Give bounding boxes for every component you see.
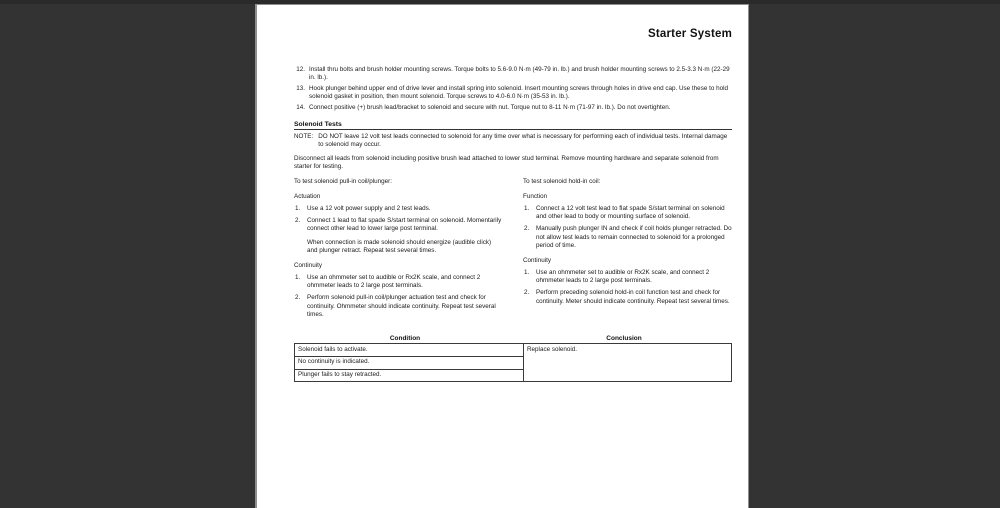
numbered-item — [294, 217, 503, 234]
continuity-step-list — [523, 269, 732, 306]
procedure-step — [294, 66, 732, 83]
note-label: NOTE: — [294, 133, 314, 141]
results-table-section — [294, 335, 732, 383]
actuation-step-list — [294, 205, 503, 256]
numbered-item — [294, 294, 503, 319]
item-marker: 2. — [524, 289, 530, 297]
procedure-step-list — [294, 66, 732, 113]
item-text: Connect a 12 volt test lead to flat spade S/start terminal on solenoid and other lead to body or mounting surface of solenoid. — [536, 204, 725, 221]
numbered-item — [294, 274, 503, 291]
step-number: 13. — [296, 85, 305, 93]
group-title-function: Function — [523, 192, 548, 200]
item-marker: 2. — [295, 216, 301, 224]
column-heading: To test solenoid pull-in coil/plunger: — [294, 178, 393, 186]
item-text: Perform solenoid pull-in coil/plunger actuation test and check for continuity. Ohmmeter should indicate continuity. Repeat test several times. — [307, 294, 496, 319]
item-marker: 1. — [524, 268, 530, 276]
step-text: Install thru bolts and brush holder mounting screws. Torque bolts to 5.6-9.0 N·m (49-79 in. lb.) and brush holder mounting screws to 2.5-3.3 N·m (22-29 in. lb.). — [309, 66, 730, 82]
section-divider — [294, 129, 732, 130]
group-title-continuity: Continuity — [294, 261, 323, 269]
numbered-item — [523, 225, 732, 250]
item-marker: 2. — [295, 294, 301, 302]
item-marker: 1. — [295, 204, 301, 212]
column-hold-in-coil — [523, 178, 732, 325]
procedure-step — [294, 104, 732, 112]
column-pull-in-coil — [294, 178, 503, 325]
column-header-condition: Condition — [389, 334, 421, 342]
item-text: Manually push plunger IN and check if coil holds plunger retracted. Do not allow test leads to remain connected to solenoid for a prolonged period of time. — [536, 225, 732, 250]
column-heading: To test solenoid hold-in coil: — [523, 178, 601, 186]
step-text: Connect positive (+) brush lead/bracket to solenoid and secure with nut. Torque nut to 8-11 N·m (71-97 in. lb.). Do not overtighten. — [309, 104, 671, 112]
function-step-list — [523, 205, 732, 251]
item-marker: 1. — [524, 204, 530, 212]
numbered-item — [523, 289, 732, 306]
step-text: Hook plunger behind upper end of drive lever and install spring into solenoid. Insert mounting screws through holes in drive end cap. Use these to hold solenoid gasket in position, then mount solenoid. Torque screws to 4.0-6.0 N·m (35-53 in. lb.). — [309, 85, 728, 101]
page-title: Starter System — [648, 28, 732, 40]
test-columns — [294, 178, 732, 325]
step-number: 14. — [296, 104, 305, 112]
document-page — [257, 5, 748, 508]
cell-condition: No continuity is indicated. — [295, 356, 524, 369]
note-block — [294, 133, 732, 150]
continuity-step-list — [294, 274, 503, 320]
procedure-step — [294, 85, 732, 102]
cell-condition: Plunger fails to stay retracted. — [295, 369, 524, 382]
step-number: 12. — [296, 66, 305, 73]
section-heading-solenoid-tests: Solenoid Tests — [294, 120, 342, 128]
numbered-item — [523, 205, 732, 222]
cell-condition: Solenoid fails to activate. — [295, 344, 524, 357]
item-marker: 1. — [295, 273, 301, 281]
numbered-item — [523, 269, 732, 286]
item-text: Perform preceding solenoid hold-in coil function test and check for continuity. Meter should indicate continuity. Repeat test several times. — [536, 289, 730, 305]
note-text: DO NOT leave 12 volt test leads connected to solenoid for any time over what is necessary for performing each of individual tests. Internal damage to solenoid may occur. — [318, 133, 728, 149]
column-header-conclusion: Conclusion — [606, 334, 642, 342]
item-marker: 2. — [524, 225, 530, 233]
group-title-continuity: Continuity — [523, 256, 552, 264]
cell-conclusion: Replace solenoid. — [524, 344, 732, 382]
actuation-followup-text: When connection is made solenoid should energize (audible click) and plunger retract. Repeat test several times. — [307, 238, 492, 255]
item-text: Use an ohmmeter set to audible or Rx2K scale, and connect 2 ohmmeter leads to 2 large post terminals. — [307, 273, 481, 290]
results-table — [294, 343, 732, 382]
group-title-actuation: Actuation — [294, 192, 321, 200]
section-intro-paragraph: Disconnect all leads from solenoid including positive brush lead attached to lower stud terminal. Remove mounting hardware and separate solenoid from starter for testing. — [294, 154, 719, 171]
item-text: Use a 12 volt power supply and 2 test leads. — [307, 204, 431, 212]
item-text: Connect 1 lead to flat spade S/start terminal on solenoid. Momentarily connect other lead to lower large post terminal. — [307, 216, 502, 233]
item-text: Use an ohmmeter set to audible or Rx2K scale, and connect 2 ohmmeter leads to 2 large post terminals. — [536, 268, 710, 285]
results-table-header-row — [294, 335, 732, 344]
numbered-item — [294, 205, 503, 213]
table-row — [295, 344, 732, 357]
